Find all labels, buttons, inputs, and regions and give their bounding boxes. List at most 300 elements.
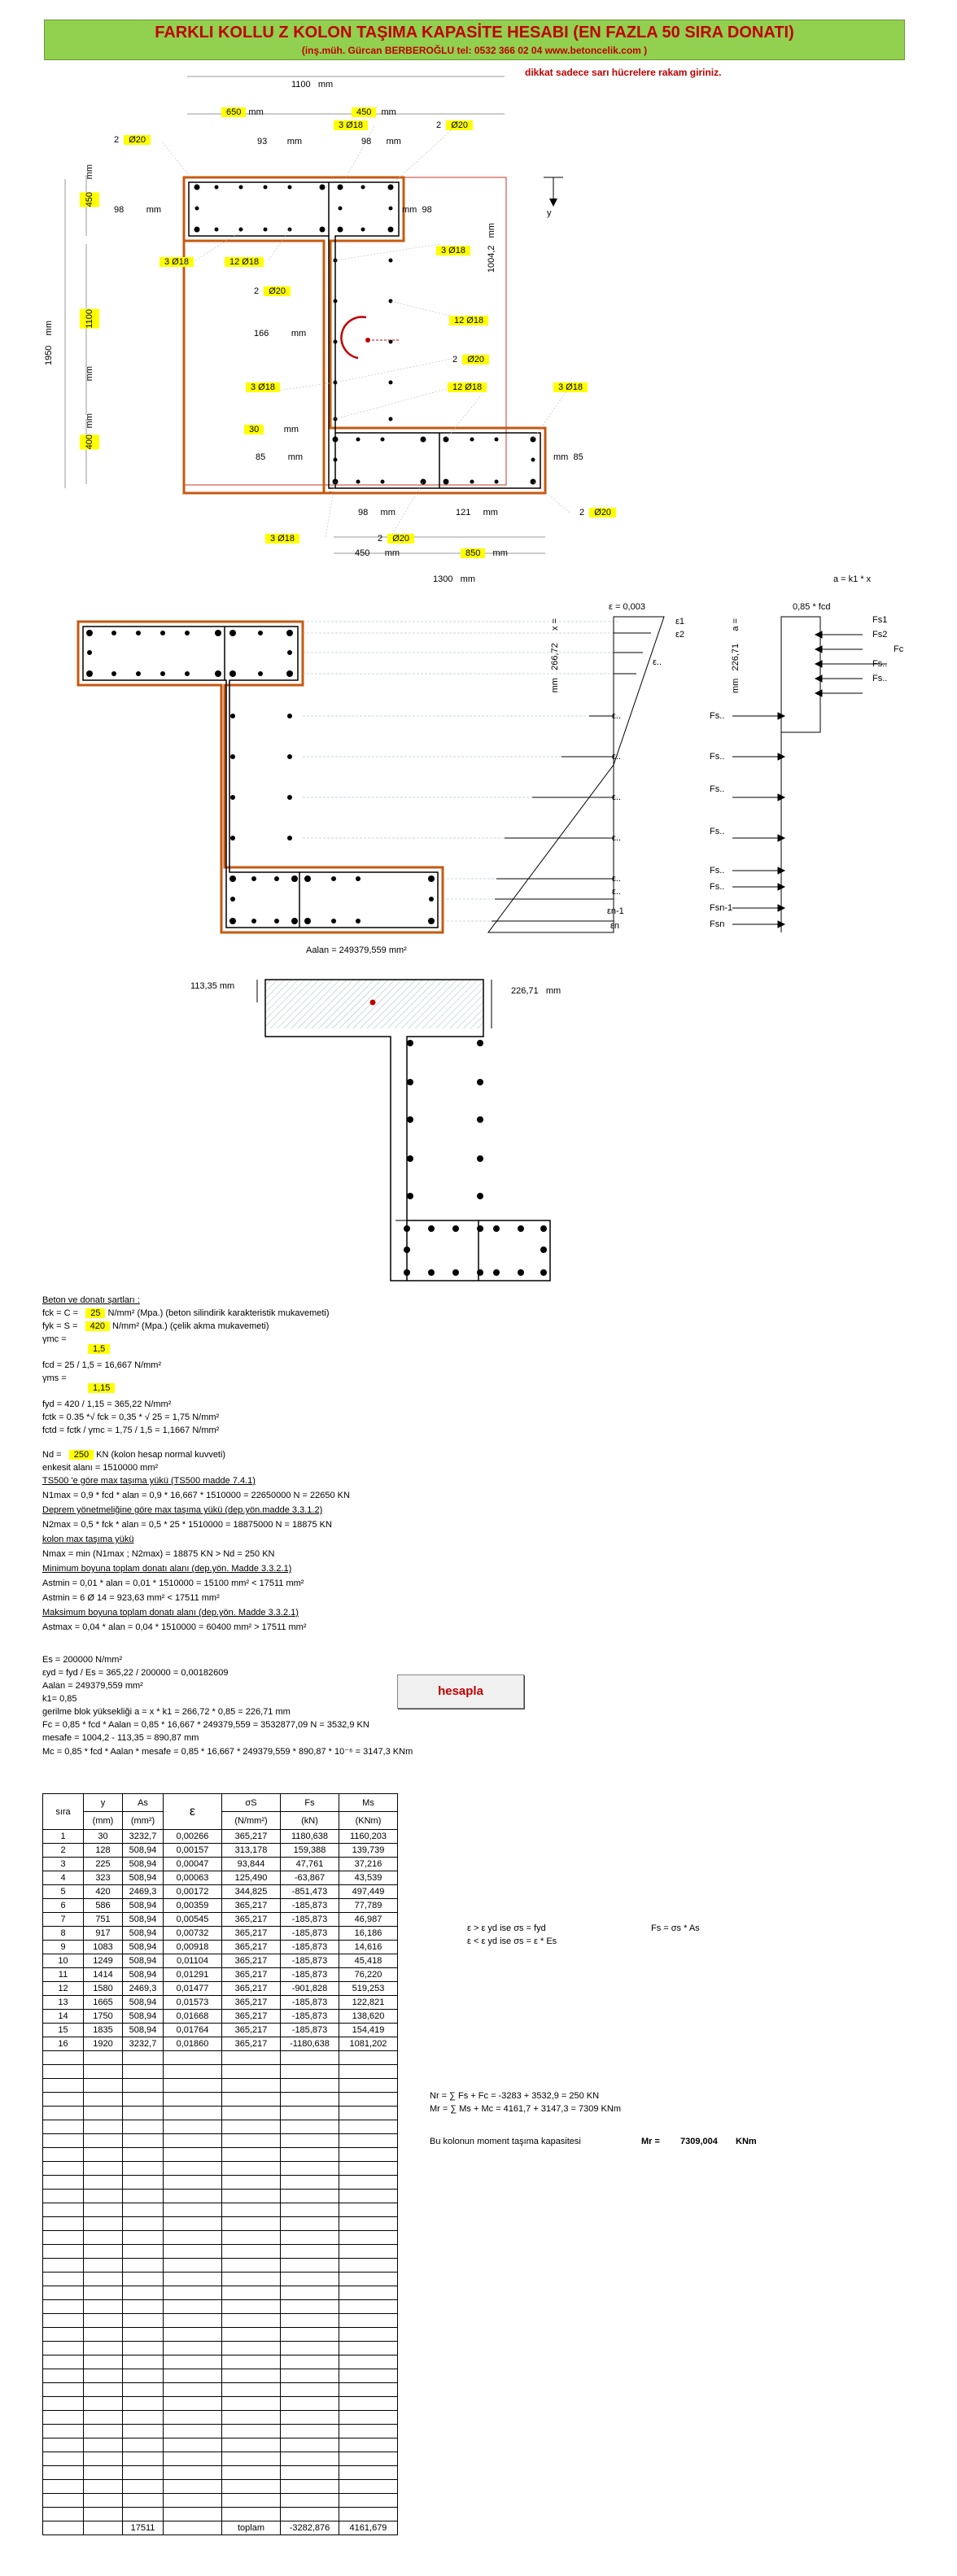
table-cell (281, 2120, 339, 2134)
table-cell (339, 2190, 398, 2203)
table-cell (164, 2107, 222, 2120)
dim-value: 226,71 (511, 986, 539, 996)
table-cell: 0,01764 (164, 2024, 222, 2037)
force-fs: Fs.. (710, 784, 725, 794)
calc-unit: N/mm² (Mpa.) (çelik akma mukavemeti) (112, 1321, 269, 1331)
table-cell: 365,217 (222, 1913, 281, 1927)
bar-b12-18a (225, 257, 264, 267)
calc-eyd: εyd = fyd / Es = 365,22 / 200000 = 0,00182609 (42, 1668, 229, 1678)
table-cell (281, 2314, 339, 2328)
calc-k1: k1= 0,85 (42, 1694, 77, 1704)
table-total-cell (164, 2521, 222, 2535)
table-cell (123, 2508, 164, 2521)
calc-label: γms = (42, 1373, 67, 1383)
input-cell[interactable]: 12 Ø18 (448, 382, 487, 392)
dim-value: 1300 (433, 574, 453, 584)
input-cell[interactable]: 3 Ø18 (265, 534, 299, 544)
table-cell (164, 2065, 222, 2079)
table-row (43, 2466, 398, 2480)
table-row (43, 2024, 398, 2037)
input-cell[interactable]: 850 (461, 548, 485, 558)
input-gms[interactable]: 1,15 (88, 1383, 115, 1393)
table-cell: 0,01668 (164, 2010, 222, 2024)
force-fc: Fc (894, 644, 904, 654)
dim-h1950: 1950 mm (44, 321, 54, 366)
dim-h450-unit: mm (85, 164, 94, 180)
dim-value: 93 (257, 137, 268, 146)
dim-c85a: 85 mm (256, 452, 304, 462)
table-cell (43, 2425, 84, 2438)
table-row (43, 2314, 398, 2328)
table-cell (339, 2245, 398, 2259)
table-row (43, 2148, 398, 2162)
table-cell (164, 2383, 222, 2397)
table-cell (84, 2356, 123, 2369)
bar-b2-20b (452, 355, 489, 365)
table-cell (281, 2494, 339, 2508)
table-cell: 30 (84, 1830, 123, 1844)
table-cell (339, 2300, 398, 2314)
table-cell (222, 2217, 281, 2231)
table-row (43, 1954, 398, 1968)
table-cell: 225 (84, 1858, 123, 1871)
table-cell: 497,449 (339, 1885, 398, 1899)
table-cell: 508,94 (123, 1899, 164, 1913)
table-cell (222, 2051, 281, 2065)
table-cell: 0,00732 (164, 1927, 222, 1941)
table-row (43, 2259, 398, 2273)
table-cell: 508,94 (123, 1996, 164, 2010)
input-fck[interactable]: 25 (85, 1308, 105, 1318)
table-cell (43, 2190, 84, 2203)
table-cell (123, 2300, 164, 2314)
table-cell (222, 2286, 281, 2300)
table-cell (123, 2134, 164, 2148)
calc-fctd: fctd = fctk / γmc = 1,75 / 1,5 = 1,1667 N/mm² (42, 1426, 220, 1435)
strain-e: ε.. (612, 752, 622, 762)
table-cell (281, 2300, 339, 2314)
table-cell (123, 2466, 164, 2480)
table-cell (339, 2051, 398, 2065)
bar-count: 2 (452, 355, 458, 365)
table-cell (222, 2134, 281, 2148)
table-cell (222, 2273, 281, 2286)
table-cell (43, 2438, 84, 2452)
table-cell (339, 2107, 398, 2120)
dim-value: 1004,2 (487, 245, 496, 273)
table-cell: -185,873 (281, 2024, 339, 2037)
page-title: FARKLI KOLLU Z KOLON TAŞIMA KAPASİTE HESABI (EN FAZLA 50 SIRA DONATI) (155, 24, 794, 41)
table-cell: 139,739 (339, 1844, 398, 1858)
table-row (43, 2342, 398, 2356)
table-total-cell: 17511 (123, 2521, 164, 2535)
table-cell: 508,94 (123, 2024, 164, 2037)
calc-fc: Fc = 0,85 * fcd * Aalan = 0,85 * 16,667 * 249379,559 = 3532877,09 N = 3532,9 KN (42, 1720, 369, 1730)
table-cell (84, 2411, 123, 2425)
table-cell (339, 2259, 398, 2273)
calculate-button[interactable]: hesapla (397, 1674, 524, 1709)
table-total-cell: -3282,876 (281, 2521, 339, 2535)
table-cell (123, 2286, 164, 2300)
table-cell (222, 2438, 281, 2452)
table-cell (222, 2342, 281, 2356)
table-cell (43, 2065, 84, 2079)
table-cell (281, 2466, 339, 2480)
input-cell[interactable]: 450 (352, 107, 376, 117)
table-cell (43, 2051, 84, 2065)
table-cell (281, 2397, 339, 2411)
table-cell (222, 2508, 281, 2521)
table-cell: 125,490 (222, 1871, 281, 1885)
table-cell: -851,473 (281, 1885, 339, 1899)
table-cell (43, 2480, 84, 2494)
table-cell (43, 2342, 84, 2356)
table-cell (281, 2480, 339, 2494)
table-cell: -185,873 (281, 1996, 339, 2010)
bar-b12-18b (449, 316, 488, 325)
table-cell (123, 2245, 164, 2259)
input-cell[interactable]: 3 Ø18 (246, 382, 280, 392)
table-cell (123, 2494, 164, 2508)
table-cell (339, 2093, 398, 2107)
input-cell[interactable]: 450 (80, 192, 99, 207)
table-cell: 586 (84, 1899, 123, 1913)
table-cell (43, 2134, 84, 2148)
table-cell: 0,01477 (164, 1982, 222, 1996)
table-cell: 0,01860 (164, 2037, 222, 2051)
table-cell (339, 2438, 398, 2452)
input-cell[interactable]: 3 Ø18 (436, 246, 470, 255)
dim-c98d: 98 mm (358, 508, 395, 517)
table-cell (281, 2231, 339, 2245)
table-cell (281, 2383, 339, 2397)
table-cell: 8 (43, 1927, 84, 1941)
input-cell[interactable]: 1100 (80, 309, 99, 329)
table-cell (281, 2342, 339, 2356)
table-cell: 0,00157 (164, 1844, 222, 1858)
table-cell (123, 2120, 164, 2134)
table-cell: 508,94 (123, 2010, 164, 2024)
rule-fs: Fs = σs * As (651, 1923, 700, 1933)
table-cell: 16 (43, 2037, 84, 2051)
table-cell (164, 2190, 222, 2203)
dim-h1100 (85, 309, 94, 329)
table-cell: 0,00545 (164, 1913, 222, 1927)
bar-b12-18c (448, 382, 487, 392)
table-cell (123, 2328, 164, 2342)
table-row (43, 2037, 398, 2051)
bar-b3-18a (160, 257, 194, 267)
table-cell (164, 2286, 222, 2300)
table-cell (84, 2093, 123, 2107)
table-total-cell (84, 2521, 123, 2535)
table-cell (164, 2231, 222, 2245)
table-row (43, 2480, 398, 2494)
table-cell: 43,539 (339, 1871, 398, 1885)
table-cell (281, 2356, 339, 2369)
table-cell (164, 2466, 222, 2480)
force-fs: Fs.. (710, 866, 725, 875)
table-row (43, 2273, 398, 2286)
table-cell: 365,217 (222, 1996, 281, 2010)
table-cell: 2 (43, 1844, 84, 1858)
table-cell (43, 2107, 84, 2120)
bar-b3-18b (436, 246, 470, 255)
table-cell: 365,217 (222, 1899, 281, 1913)
table-cell (123, 2411, 164, 2425)
table-header-row (43, 1794, 398, 1812)
input-fyk[interactable]: 420 (85, 1321, 110, 1331)
table-cell (123, 2438, 164, 2452)
table-cell (339, 2452, 398, 2466)
table-cell (222, 2328, 281, 2342)
table-cell: -185,873 (281, 1954, 339, 1968)
strain-e: ε.. (612, 711, 622, 721)
table-cell (222, 2369, 281, 2383)
strain-e: ε.. (612, 887, 622, 897)
calc-fctk: fctk = 0.35 *√ fck = 0,35 * √ 25 = 1,75 N/mm² (42, 1412, 220, 1422)
input-cell[interactable]: Ø20 (124, 135, 151, 145)
dim-value: 166 (254, 329, 269, 338)
capacity-unit: KNm (736, 2137, 757, 2146)
table-cell: 1249 (84, 1954, 123, 1968)
table-cell (164, 2245, 222, 2259)
formula-a: a = k1 * x (833, 574, 872, 584)
table-row (43, 1830, 398, 1844)
dim-value: 85 (573, 452, 583, 462)
table-cell (339, 2162, 398, 2176)
table-cell (281, 2203, 339, 2217)
table-cell (164, 2162, 222, 2176)
table-cell: 0,00063 (164, 1871, 222, 1885)
strain-en1: εn-1 (607, 906, 624, 916)
table-cell: 159,388 (281, 1844, 339, 1858)
table-cell (43, 2286, 84, 2300)
dim-c93: 93 mm (257, 137, 303, 146)
col-header: y (84, 1794, 123, 1812)
table-cell: 365,217 (222, 2037, 281, 2051)
calc-enkesit: enkesit alanı = 1510000 mm² (42, 1463, 159, 1473)
table-cell: 508,94 (123, 1968, 164, 1982)
table-cell (43, 2203, 84, 2217)
bar-count: 2 (114, 135, 120, 145)
table-cell: -901,828 (281, 1982, 339, 1996)
table-cell (84, 2494, 123, 2508)
table-cell (84, 2162, 123, 2176)
table-row (43, 2120, 398, 2134)
calc-nmax: Nmax = min (N1max ; N2max) = 18875 KN > Nd = 250 KN (42, 1549, 275, 1559)
table-cell (84, 2259, 123, 2273)
dim-c121: 121 mm (456, 508, 498, 517)
input-cell[interactable]: 3 Ø18 (553, 382, 588, 392)
calc-astmin1: Astmin = 0,01 * alan = 0,01 * 1510000 = 15100 mm² < 17511 mm² (42, 1578, 304, 1588)
input-cell[interactable]: 12 Ø18 (449, 316, 488, 325)
table-row (43, 2438, 398, 2452)
table-cell (84, 2425, 123, 2438)
table-cell (164, 2093, 222, 2107)
table-cell: 1180,638 (281, 1830, 339, 1844)
dim-value: 113,35 (190, 981, 217, 991)
table-cell (281, 2134, 339, 2148)
calc-gerilme: gerilme blok yüksekliği a = x * k1 = 266,72 * 0,85 = 226,71 mm (42, 1707, 291, 1717)
table-cell (43, 2328, 84, 2342)
table-cell (123, 2259, 164, 2273)
table-row (43, 2397, 398, 2411)
axis-y: y (547, 208, 552, 218)
table-total-row (43, 2521, 398, 2535)
table-cell: 154,419 (339, 2024, 398, 2037)
bar-count: 2 (436, 120, 442, 130)
table-row (43, 1982, 398, 1996)
table-cell (84, 2369, 123, 2383)
table-cell (222, 2425, 281, 2438)
table-cell (164, 2342, 222, 2356)
table-cell (123, 2203, 164, 2217)
table-cell: 1160,203 (339, 1830, 398, 1844)
table-cell (281, 2217, 339, 2231)
input-gmc[interactable]: 1,5 (88, 1344, 110, 1354)
table-cell (164, 2452, 222, 2466)
table-cell (339, 2314, 398, 2328)
force-fsn1: Fsn-1 (710, 903, 733, 913)
table-cell (339, 2231, 398, 2245)
table-cell: 508,94 (123, 1871, 164, 1885)
table-cell (43, 2494, 84, 2508)
table-cell: 0,01291 (164, 1968, 222, 1982)
col-header: Fs (281, 1794, 339, 1812)
table-cell: 9 (43, 1941, 84, 1954)
input-cell[interactable]: Ø20 (264, 286, 291, 296)
table-cell (339, 2079, 398, 2093)
table-cell (84, 2480, 123, 2494)
table-row (43, 2452, 398, 2466)
aalan-label: Aalan = 249379,559 mm² (306, 945, 407, 955)
table-cell (281, 2328, 339, 2342)
calc-astmin2: Astmin = 6 Ø 14 = 923,63 mm² < 17511 mm² (42, 1593, 220, 1603)
force-fs: Fs.. (710, 711, 725, 721)
calc-kolon: kolon max taşıma yükü (42, 1535, 134, 1544)
dim-h450 (85, 192, 94, 207)
table-cell (222, 2231, 281, 2245)
table-cell (339, 2383, 398, 2397)
table-row (43, 2383, 398, 2397)
table-cell: 2469,3 (123, 1982, 164, 1996)
table-cell: 15 (43, 2024, 84, 2037)
calc-fyk (42, 1321, 269, 1331)
table-row (43, 2245, 398, 2259)
table-cell (84, 2120, 123, 2134)
table-cell: 1835 (84, 2024, 123, 2037)
table-row (43, 2508, 398, 2521)
table-cell (222, 2245, 281, 2259)
dim-value: 450 (355, 548, 370, 558)
table-cell: 313,178 (222, 1844, 281, 1858)
dim-value: 98 (358, 508, 369, 517)
input-cell[interactable]: Ø20 (446, 120, 473, 130)
input-cell[interactable]: 650 (221, 107, 246, 117)
table-cell (84, 2148, 123, 2162)
dim-c98c: mm 98 (402, 205, 432, 215)
table-cell (84, 2051, 123, 2065)
dim-value: 85 (256, 452, 266, 462)
table-cell: 122,821 (339, 1996, 398, 2010)
table-cell (43, 2148, 84, 2162)
table-cell (164, 2148, 222, 2162)
table-cell (281, 2259, 339, 2273)
table-cell (339, 2203, 398, 2217)
results-table (42, 1793, 398, 2535)
table-cell (164, 2480, 222, 2494)
table-cell (339, 2356, 398, 2369)
table-cell (123, 2107, 164, 2120)
input-cell[interactable]: Ø20 (462, 355, 489, 365)
input-cell[interactable]: 30 (244, 425, 264, 434)
col-unit: (KNm) (339, 1812, 398, 1830)
capacity-value: 7309,004 (680, 2137, 718, 2146)
capacity-label: Bu kolonun moment taşıma kapasitesi (430, 2137, 581, 2146)
table-row (43, 2079, 398, 2093)
force-fs2: Fs2 (872, 630, 888, 640)
calc-gmc (42, 1334, 110, 1354)
input-cell[interactable]: 3 Ø18 (334, 120, 368, 130)
table-cell: -185,873 (281, 2010, 339, 2024)
input-cell[interactable]: Ø20 (387, 534, 414, 544)
stress-diagram (0, 602, 957, 944)
strain-e1: ε1 (675, 617, 685, 627)
table-cell: 3232,7 (123, 2037, 164, 2051)
table-cell (339, 2342, 398, 2356)
table-cell: 77,789 (339, 1899, 398, 1913)
table-cell (123, 2176, 164, 2190)
table-cell (164, 2134, 222, 2148)
table-cell (222, 2176, 281, 2190)
table-cell (123, 2190, 164, 2203)
table-cell (84, 2273, 123, 2286)
table-cell (281, 2162, 339, 2176)
calc-label: fyk = S = (42, 1321, 78, 1331)
table-cell (281, 2425, 339, 2438)
table-cell: -185,873 (281, 1968, 339, 1982)
col-header: Ms (339, 1794, 398, 1812)
bar-b2-20c (378, 534, 414, 544)
table-cell (222, 2203, 281, 2217)
table-cell: 508,94 (123, 1913, 164, 1927)
input-cell[interactable]: 3 Ø18 (160, 257, 194, 267)
input-cell[interactable]: Ø20 (589, 508, 616, 517)
strain-e: ε.. (612, 874, 622, 884)
force-fs: Fs.. (710, 752, 725, 762)
table-row (43, 1858, 398, 1871)
input-cell[interactable]: 400 (80, 434, 99, 449)
table-total-cell: 4161,679 (339, 2521, 398, 2535)
table-cell: 7 (43, 1913, 84, 1927)
table-cell: 2469,3 (123, 1885, 164, 1899)
table-cell (123, 2217, 164, 2231)
table-cell (222, 2190, 281, 2203)
table-cell (281, 2452, 339, 2466)
a-value: 226,71 (731, 643, 741, 671)
table-cell (339, 2425, 398, 2438)
table-cell: 3 (43, 1858, 84, 1871)
bar-count: 2 (378, 534, 383, 544)
table-cell (222, 2120, 281, 2134)
input-nd[interactable]: 250 (69, 1450, 94, 1460)
dim-total-top (291, 80, 333, 90)
input-cell[interactable]: 12 Ø18 (225, 257, 264, 267)
strain-e2: ε2 (675, 630, 685, 640)
table-cell: 0,00918 (164, 1941, 222, 1954)
table-cell: 365,217 (222, 1830, 281, 1844)
